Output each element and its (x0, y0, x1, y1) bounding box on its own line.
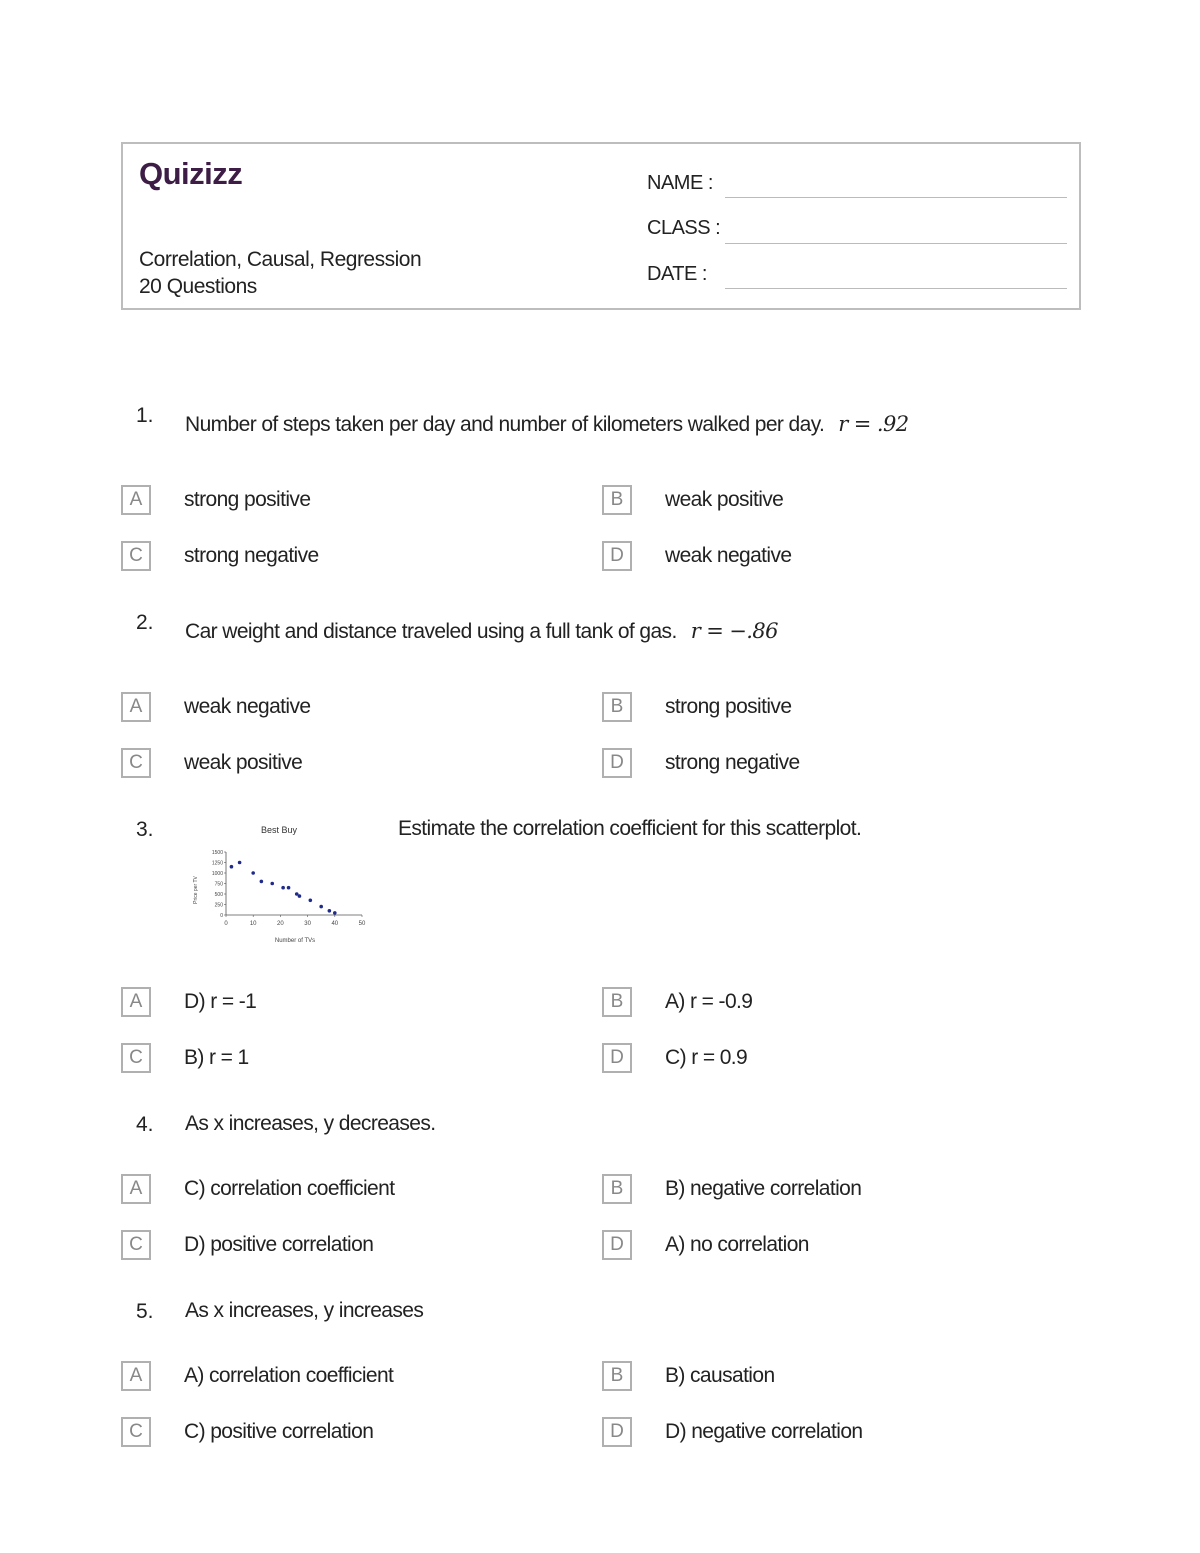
option-text: D) negative correlation (665, 1420, 863, 1443)
data-point (251, 871, 255, 875)
x-tick-label: 0 (224, 921, 228, 927)
date-line[interactable] (725, 288, 1067, 289)
option-text: strong negative (184, 544, 319, 567)
option-box-d[interactable]: D (602, 1230, 632, 1260)
option-box-d[interactable]: D (602, 748, 632, 778)
data-point (230, 865, 234, 869)
option-text: strong positive (665, 695, 792, 718)
option-box-b[interactable]: B (602, 987, 632, 1017)
question-text: As x increases, y decreases. (185, 1112, 436, 1135)
question-text-body: Car weight and distance traveled using a full tank of gas. (185, 620, 677, 643)
option-text: B) causation (665, 1364, 775, 1387)
class-line[interactable] (725, 243, 1067, 244)
x-tick-label: 30 (304, 921, 311, 927)
option-text: C) r = 0.9 (665, 1046, 748, 1069)
math-expression: r = −.86 (690, 619, 778, 643)
option-text: weak negative (184, 695, 311, 718)
figure-xlabel: Number of TVs (274, 938, 316, 944)
data-point (281, 886, 285, 890)
option-text: B) negative correlation (665, 1177, 862, 1200)
question-text-body: Number of steps taken per day and number of kilometers walked per day. (185, 413, 825, 436)
data-point (309, 899, 313, 903)
option-box-c[interactable]: C (121, 1043, 151, 1073)
name-line[interactable] (725, 197, 1067, 198)
question-text: Estimate the correlation coefficient for this scatterplot. (398, 817, 862, 840)
quizizz-logo: Quizizz (139, 156, 243, 191)
option-box-c[interactable]: C (121, 1230, 151, 1260)
y-tick-label: 1250 (211, 860, 223, 867)
y-tick-label: 500 (214, 892, 223, 898)
question-text: As x increases, y increases (185, 1299, 424, 1322)
y-tick-label: 250 (214, 902, 223, 909)
date-label: DATE : (647, 263, 707, 285)
quiz-title: Correlation, Causal, Regression (139, 248, 422, 271)
question-number: 1. (136, 404, 154, 427)
option-text: D) positive correlation (184, 1233, 374, 1256)
question-count: 20 Questions (139, 275, 257, 298)
option-text: D) r = -1 (184, 990, 257, 1013)
option-box-b[interactable]: B (602, 1174, 632, 1204)
scatterplot-image (188, 818, 378, 950)
option-text: strong negative (665, 751, 800, 774)
question-number: 2. (136, 611, 154, 634)
plot-area (212, 850, 366, 927)
option-box-a[interactable]: A (121, 987, 151, 1017)
data-point (328, 909, 332, 913)
option-text: A) no correlation (665, 1233, 809, 1256)
class-label: CLASS : (647, 217, 721, 239)
question-number: 4. (136, 1113, 154, 1136)
x-tick-label: 40 (331, 921, 339, 927)
y-tick-label: 750 (214, 881, 223, 888)
option-box-d[interactable]: D (602, 1043, 632, 1073)
option-text: A) correlation coefficient (184, 1364, 394, 1387)
option-text: A) r = -0.9 (665, 990, 753, 1013)
data-point (319, 905, 323, 909)
data-point (298, 894, 302, 898)
option-text: weak negative (665, 544, 792, 567)
option-box-c[interactable]: C (121, 748, 151, 778)
option-box-d[interactable]: D (602, 1417, 632, 1447)
figure-title: Best Buy (260, 825, 298, 835)
data-point (260, 880, 264, 884)
math-expression: r = .92 (838, 412, 909, 436)
option-text: weak positive (665, 488, 784, 511)
option-box-c[interactable]: C (121, 1417, 151, 1447)
x-tick-label: 20 (277, 921, 284, 927)
figure-ylabel: Price per TV (193, 876, 199, 904)
option-box-d[interactable]: D (602, 541, 632, 571)
data-point (270, 882, 274, 886)
option-box-a[interactable]: A (121, 692, 151, 722)
y-tick-label: 1000 (211, 871, 223, 877)
option-text: B) r = 1 (184, 1046, 249, 1069)
header-box (121, 142, 1081, 310)
question-text (185, 619, 778, 644)
data-point (333, 911, 337, 915)
x-tick-label: 10 (249, 921, 257, 927)
data-point (287, 886, 291, 890)
option-text: weak positive (184, 751, 303, 774)
data-point (238, 861, 242, 865)
y-tick-label: 1500 (211, 850, 223, 856)
question-number: 3. (136, 818, 154, 841)
option-box-a[interactable]: A (121, 1361, 151, 1391)
option-box-a[interactable]: A (121, 485, 151, 515)
question-text (185, 412, 908, 437)
option-text: strong positive (184, 488, 311, 511)
option-text: C) correlation coefficient (184, 1177, 395, 1200)
option-text: C) positive correlation (184, 1420, 374, 1443)
option-box-b[interactable]: B (602, 485, 632, 515)
x-tick-label: 50 (358, 921, 366, 927)
name-label: NAME : (647, 172, 713, 194)
question-number: 5. (136, 1300, 154, 1323)
option-box-c[interactable]: C (121, 541, 151, 571)
option-box-a[interactable]: A (121, 1174, 151, 1204)
y-tick-label: 0 (220, 913, 223, 919)
option-box-b[interactable]: B (602, 692, 632, 722)
option-box-b[interactable]: B (602, 1361, 632, 1391)
